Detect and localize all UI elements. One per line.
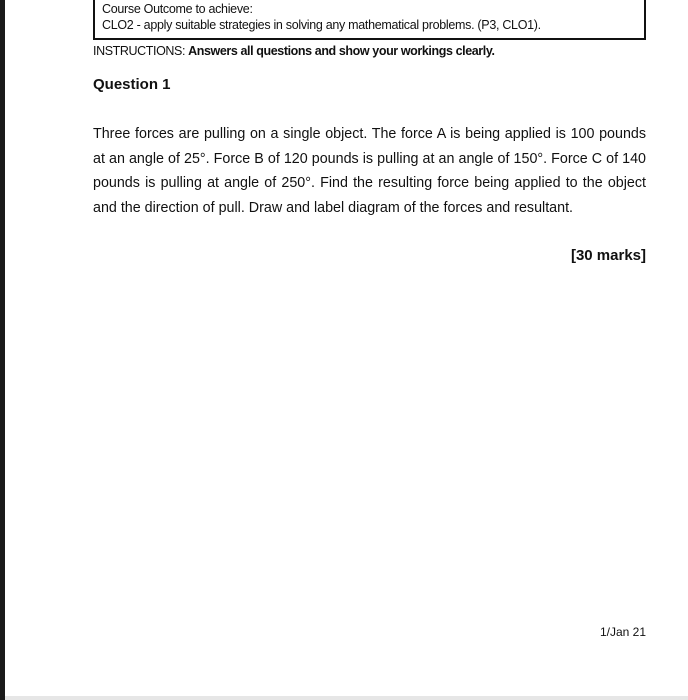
course-outcome-heading: Course Outcome to achieve: [102,2,253,16]
viewer-bottom-edge [5,696,688,700]
instructions-label: INSTRUCTIONS: [93,44,186,58]
course-outcome-text: CLO2 - apply suitable strategies in solving any mathematical problems. (P3, CLO1). [102,18,541,32]
instructions [93,44,495,58]
question-body: Three forces are pulling on a single object. The force A is being applied is 100 pounds at an angle of 25°. Force B of 120 pounds is pulling at an angle of 150°. Force C of 140 pounds is pulling at angle of 250°. Find the resulting force being applied to the object and the direction of pull. Draw and label diagram of the forces and resultant. [93,126,646,216]
instructions-text: Answers all questions and show your workings clearly. [188,44,495,58]
course-outcome-box [93,0,646,40]
viewer-left-edge [0,0,5,700]
question-marks: [30 marks] [570,247,646,264]
page-footer: 1/Jan 21 [599,625,646,639]
question-title: Question 1 [93,76,171,93]
